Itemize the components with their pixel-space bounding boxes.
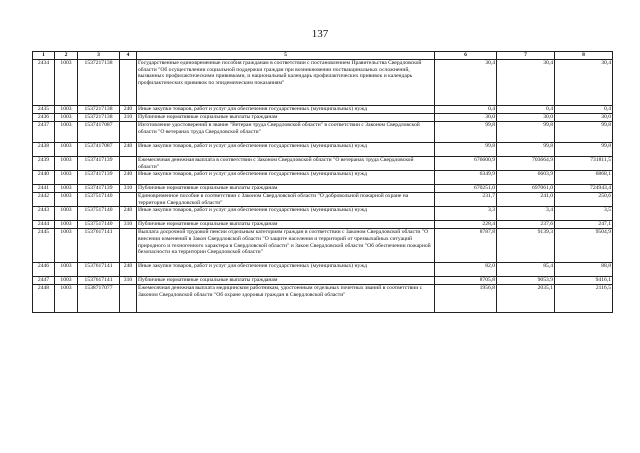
expense-type-code: 240	[120, 143, 137, 157]
amount-year-1: 30,0	[435, 114, 497, 122]
amount-year-2: 9139,3	[497, 229, 555, 263]
amount-year-3: 2116,5	[555, 285, 613, 313]
expense-type-code	[120, 157, 137, 171]
row-description: Иные закупки товаров, работ и услуг для обеспечения государственных (муниципальных) нужд	[137, 207, 435, 221]
table-row	[33, 60, 613, 106]
row-number: 2440	[33, 171, 55, 185]
amount-year-2: 3,4	[497, 207, 555, 221]
expense-type-code	[120, 229, 137, 263]
row-description: Иные закупки товаров, работ и услуг для обеспечения государственных (муниципальных) нужд	[137, 106, 435, 114]
section-code: 1003	[55, 157, 78, 171]
section-code: 1003	[55, 106, 78, 114]
row-description: Публичные нормативные социальные выплаты гражданам	[137, 277, 435, 285]
table-body	[33, 60, 613, 313]
amount-year-3: 731811,5	[555, 157, 613, 171]
section-code: 1003	[55, 221, 78, 229]
amount-year-3: 247,1	[555, 221, 613, 229]
row-description: Государственные единовременные пособия гражданам в соответствии с постановлением Правительства Свердловской области "Об осуществлении социальной поддержки граждан при возникновении поствакцинальных осложнений, вызванных профилактическими прививками, и национальный календарь профилактических прививок и календарь профилактических прививок по эпидемическим показаниям"	[137, 60, 435, 106]
column-header: 4	[120, 52, 137, 60]
expense-type-code: 240	[120, 263, 137, 277]
table-row	[33, 263, 613, 277]
expense-type-code: 310	[120, 221, 137, 229]
table-header-row	[33, 52, 613, 60]
target-article-code: 1537617141	[78, 263, 120, 277]
row-number: 2445	[33, 229, 55, 263]
target-article-code: 1537217138	[78, 106, 120, 114]
amount-year-3: 9504,9	[555, 229, 613, 263]
row-number: 2444	[33, 221, 55, 229]
row-description: Иные закупки товаров, работ и услуг для обеспечения государственных (муниципальных) нужд	[137, 171, 435, 185]
target-article-code: 1537517140	[78, 221, 120, 229]
target-article-code: 1537417139	[78, 185, 120, 193]
table-row	[33, 207, 613, 221]
row-description: Ежемесячная денежная выплата в соответствии с Законом Свердловской области "О ветеранах труда Свердловской области"	[137, 157, 435, 171]
column-header: 1	[33, 52, 55, 60]
table-row	[33, 171, 613, 185]
target-article-code: 1537417139	[78, 157, 120, 171]
amount-year-1: 1956,8	[435, 285, 497, 313]
amount-year-2: 6603,9	[497, 171, 555, 185]
amount-year-1: 3,3	[435, 207, 497, 221]
amount-year-2: 0,4	[497, 106, 555, 114]
row-description: Ежемесячная денежная выплата медицинским работникам, удостоенным отдельных почетных званий в соответствии с Законом Свердловской области "Об охране здоровья граждан в Свердловской области"	[137, 285, 435, 313]
row-number: 2435	[33, 106, 55, 114]
target-article-code: 1537517140	[78, 207, 120, 221]
expense-type-code: 240	[120, 106, 137, 114]
row-description: Публичные нормативные социальные выплаты гражданам	[137, 221, 435, 229]
amount-year-2: 9053,9	[497, 277, 555, 285]
target-article-code: 1537417139	[78, 171, 120, 185]
amount-year-2: 30,4	[497, 60, 555, 106]
row-number: 2446	[33, 263, 55, 277]
table-row	[33, 221, 613, 229]
section-code: 1003	[55, 207, 78, 221]
amount-year-2: 2035,1	[497, 285, 555, 313]
row-number: 2436	[33, 114, 55, 122]
amount-year-2: 241,0	[497, 193, 555, 207]
section-code: 1003	[55, 143, 78, 157]
amount-year-1: 6349,9	[435, 171, 497, 185]
amount-year-1: 231,7	[435, 193, 497, 207]
amount-year-1: 99,8	[435, 122, 497, 143]
target-article-code: 1537417087	[78, 122, 120, 143]
amount-year-2: 85,4	[497, 263, 555, 277]
section-code: 1003	[55, 285, 78, 313]
amount-year-3: 250,6	[555, 193, 613, 207]
row-number: 2448	[33, 285, 55, 313]
amount-year-3: 88,8	[555, 263, 613, 277]
row-description: Иные закупки товаров, работ и услуг для обеспечения государственных (муниципальных) нужд	[137, 143, 435, 157]
column-header: 8	[555, 52, 613, 60]
amount-year-1: 8787,8	[435, 229, 497, 263]
column-header: 6	[435, 52, 497, 60]
target-article-code: 1537617141	[78, 229, 120, 263]
table-row	[33, 122, 613, 143]
amount-year-3: 99,8	[555, 122, 613, 143]
row-description: Иные закупки товаров, работ и услуг для обеспечения государственных (муниципальных) нужд	[137, 263, 435, 277]
row-number: 2439	[33, 157, 55, 171]
expense-type-code	[120, 285, 137, 313]
table-row	[33, 143, 613, 157]
amount-year-2: 30,0	[497, 114, 555, 122]
amount-year-3: 30,0	[555, 114, 613, 122]
table-row	[33, 157, 613, 171]
amount-year-1: 30,4	[435, 60, 497, 106]
column-header: 7	[497, 52, 555, 60]
column-header: 5	[137, 52, 435, 60]
table-row	[33, 277, 613, 285]
amount-year-2: 703664,9	[497, 157, 555, 171]
target-article-code: 1537417087	[78, 143, 120, 157]
column-header: 2	[55, 52, 78, 60]
target-article-code: 1537217138	[78, 114, 120, 122]
row-description: Публичные нормативные социальные выплаты гражданам	[137, 114, 435, 122]
row-number: 2441	[33, 185, 55, 193]
table-row	[33, 106, 613, 114]
table-row	[33, 285, 613, 313]
row-number: 2443	[33, 207, 55, 221]
amount-year-2: 99,8	[497, 122, 555, 143]
expense-type-code	[120, 122, 137, 143]
amount-year-2: 237,6	[497, 221, 555, 229]
amount-year-1: 676600,9	[435, 157, 497, 171]
section-code: 1003	[55, 193, 78, 207]
amount-year-1: 8705,8	[435, 277, 497, 285]
amount-year-1: 82,0	[435, 263, 497, 277]
section-code: 1003	[55, 122, 78, 143]
amount-year-1: 99,8	[435, 143, 497, 157]
section-code: 1003	[55, 263, 78, 277]
target-article-code: 1537617141	[78, 277, 120, 285]
expense-type-code	[120, 60, 137, 106]
row-number: 2447	[33, 277, 55, 285]
table-row	[33, 193, 613, 207]
row-number: 2442	[33, 193, 55, 207]
table-row	[33, 229, 613, 263]
amount-year-2: 99,8	[497, 143, 555, 157]
amount-year-3: 724943,4	[555, 185, 613, 193]
amount-year-1: 228,4	[435, 221, 497, 229]
amount-year-1: 670251,0	[435, 185, 497, 193]
section-code: 1003	[55, 60, 78, 106]
column-header: 3	[78, 52, 120, 60]
amount-year-2: 697061,0	[497, 185, 555, 193]
row-number: 2438	[33, 143, 55, 157]
section-code: 1003	[55, 277, 78, 285]
row-description: Выплата досрочной трудовой пенсии отдельным категориям граждан в соответствии с Законом Свердловской области "О внесении изменений в Закон Свердловской области "О защите населения и территорий от чрезвычайных ситуаций природного и техногенного характера в Свердловской области" и Закон Свердловской области "Об обеспечении пожарной безопасности на территории Свердловской области"	[137, 229, 435, 263]
expense-type-code: 310	[120, 114, 137, 122]
budget-table	[32, 51, 613, 313]
amount-year-3: 6868,1	[555, 171, 613, 185]
expense-type-code: 240	[120, 171, 137, 185]
amount-year-3: 99,8	[555, 143, 613, 157]
section-code: 1003	[55, 171, 78, 185]
amount-year-3: 9416,1	[555, 277, 613, 285]
table-row	[33, 114, 613, 122]
amount-year-3: 0,4	[555, 106, 613, 114]
section-code: 1003	[55, 229, 78, 263]
row-description: Изготовление удостоверений в звание "Ветеран труда Свердловской области" в соответствии с Законом Свердловской области "О ветеранах труда Свердловской области"	[137, 122, 435, 143]
expense-type-code	[120, 193, 137, 207]
row-description: Единовременное пособие в соответствии с Законом Свердловской области "О добровольной пожарной охране на территории Свердловской области"	[137, 193, 435, 207]
section-code: 1003	[55, 185, 78, 193]
expense-type-code: 240	[120, 207, 137, 221]
amount-year-1: 0,4	[435, 106, 497, 114]
section-code: 1003	[55, 114, 78, 122]
row-description: Публичные нормативные социальные выплаты гражданам	[137, 185, 435, 193]
table-row	[33, 185, 613, 193]
expense-type-code: 310	[120, 185, 137, 193]
target-article-code: 1537517140	[78, 193, 120, 207]
page-number: 137	[311, 28, 329, 40]
amount-year-3: 30,4	[555, 60, 613, 106]
amount-year-3: 3,5	[555, 207, 613, 221]
expense-type-code: 310	[120, 277, 137, 285]
row-number: 2437	[33, 122, 55, 143]
target-article-code: 1537217138	[78, 60, 120, 106]
row-number: 2434	[33, 60, 55, 106]
target-article-code: 1538717077	[78, 285, 120, 313]
